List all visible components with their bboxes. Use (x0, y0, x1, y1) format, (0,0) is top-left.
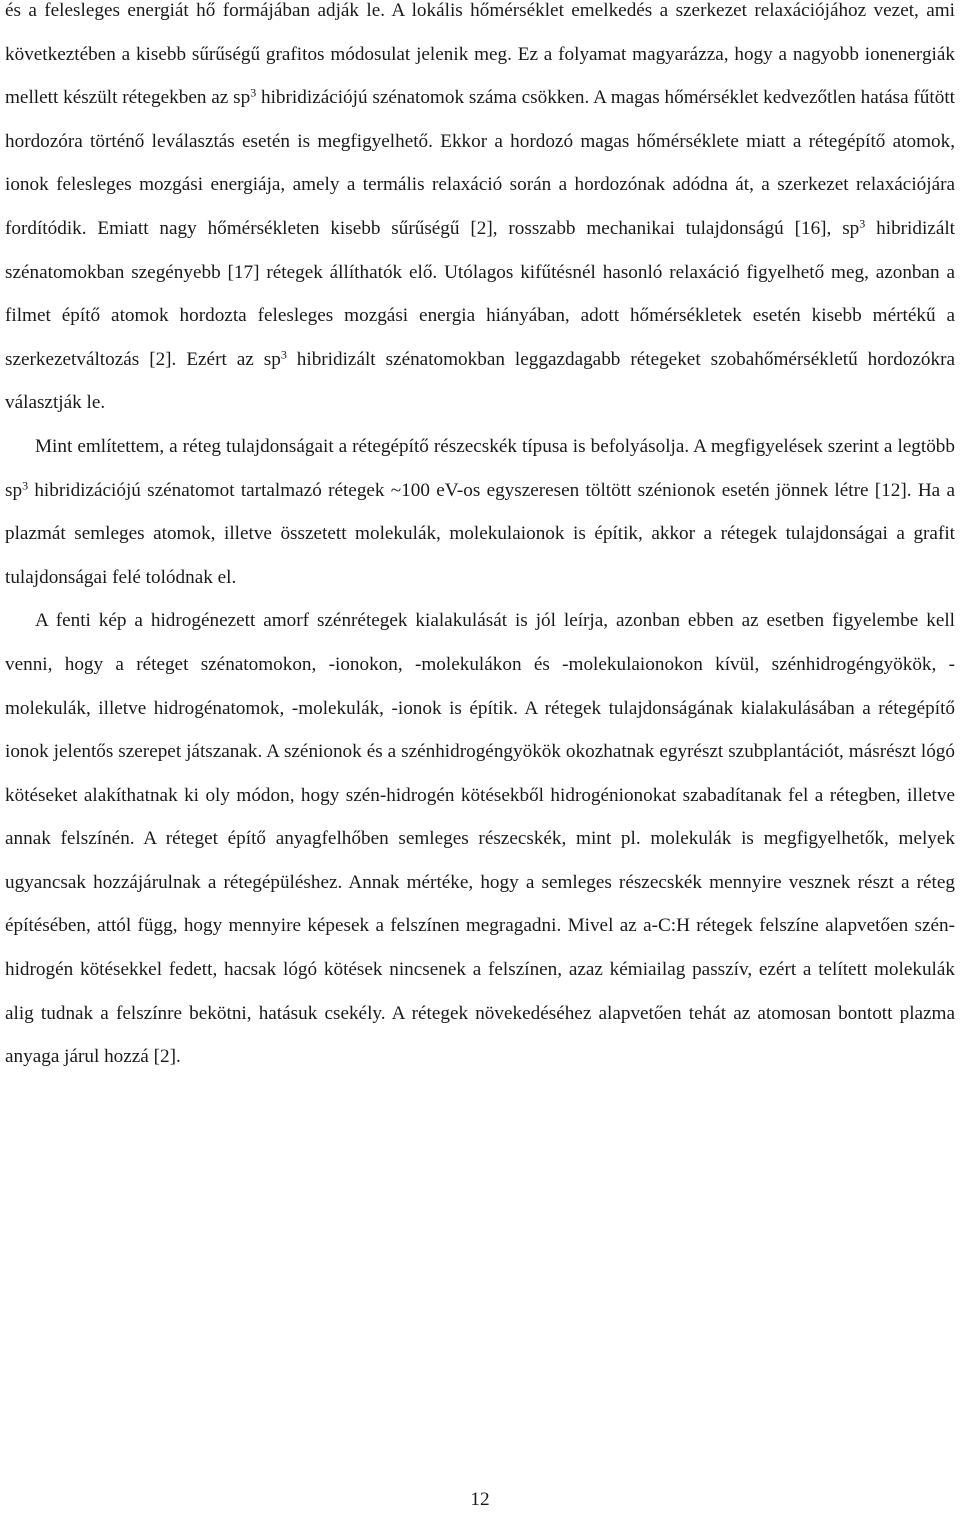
paragraph-1 (5, 0, 955, 425)
superscript: 3 (250, 85, 257, 100)
paragraph-2 (5, 425, 955, 599)
text-segment: és a felesleges energiát hő formájában adják le. A lokális hőmérséklet emelkedés a szerkezet relaxációjához vezet, ami következtében a kisebb sűrűségű grafitos módosulat jelenik meg. Ez a folyamat magyarázza, hogy a nagyobb ionenergiák mellett készült rétegekben az sp (5, 0, 955, 109)
document-body (5, 0, 955, 1079)
text-segment: hibridizációjú szénatomok száma csökken. A magas hőmérséklet kedvezőtlen hatása fűtött hordozóra történő leválasztás esetén is megfigyelhető. Ekkor a hordozó magas hőmérséklete miatt a rétegépítő atomok, ionok felesleges mozgási energiája, amely a termális relaxáció során a hordozónak adódna át, a szerkezet relaxációjára fordítódik. Emiatt nagy hőmérsékleten kisebb sűrűségű [2], rosszabb mechanikai tulajdonságú [16], sp (5, 87, 955, 239)
text-segment: hibridizált szénatomokban leggazdagabb rétegeket szobahőmérsékletű hordozókra választják le. (5, 348, 955, 414)
page-number: 12 (470, 1489, 490, 1510)
superscript: 3 (280, 347, 287, 362)
text-segment: Mint említettem, a réteg tulajdonságait a rétegépítő részecskék típusa is befolyásolja. A megfigyelések szerint a legtöbb sp (5, 435, 955, 501)
superscript: 3 (22, 477, 29, 492)
text-segment: hibridizált szénatomokban szegényebb [17] rétegek állíthatók elő. Utólagos kifűtésnél hasonló relaxáció figyelhető meg, azonban a filmet építő atomok hordozta felesleges mozgási energia hiányában, adott hőmérsékletek esetén kisebb mértékű a szerkezetváltozás [2]. Ezért az sp (5, 217, 955, 370)
superscript: 3 (859, 216, 866, 231)
text-segment: A fenti kép a hidrogénezett amorf szénrétegek kialakulását is jól leírja, azonban ebben az esetben figyelembe kell venni, hogy a réteget szénatomokon, -ionokon, -molekulákon és -molekulaionokon kívül, szénhidrogéngyökök, -molekulák, illetve hidrogénatomok, -molekulák, -ionok is építik. A rétegek tulajdonságának kialakulásában a rétegépítő ionok jelentős szerepet játszanak. A szénionok és a szénhidrogéngyökök okozhatnak egyrészt szubplantációt, másrészt lógó kötéseket alakíthatnak ki oly módon, hogy szén-hidrogén kötésekből hidrogénionokat szabadítanak fel a rétegben, illetve annak felszínén. A réteget építő anyagfelhőben semleges részecskék, mint pl. molekulák is megfigyelhetők, melyek ugyancsak hozzájárulnak a rétegépüléshez. Annak mértéke, hogy a semleges részecskék mennyire vesznek részt a réteg építésében, attól függ, hogy mennyire képesek a felszínen megragadni. Mivel az a-C:H rétegek felszíne alapvetően szén-hidrogén kötésekkel fedett, hacsak lógó kötések nincsenek a felszínen, azaz kémiailag passzív, ezért a telített molekulák alig tudnak a felszínre bekötni, hatásuk csekély. A rétegek növekedéséhez alapvetően tehát az atomosan bontott plazma anyaga járul hozzá [2]. (5, 610, 955, 1068)
text-segment: hibridizációjú szénatomot tartalmazó rétegek ~100 eV-os egyszeresen töltött szénionok esetén jönnek létre [12]. Ha a plazmát semleges atomok, illetve összetett molekulák, molekulaionok is építik, akkor a rétegek tulajdonságai a grafit tulajdonságai felé tolódnak el. (5, 479, 955, 588)
paragraph-3 (5, 599, 955, 1079)
